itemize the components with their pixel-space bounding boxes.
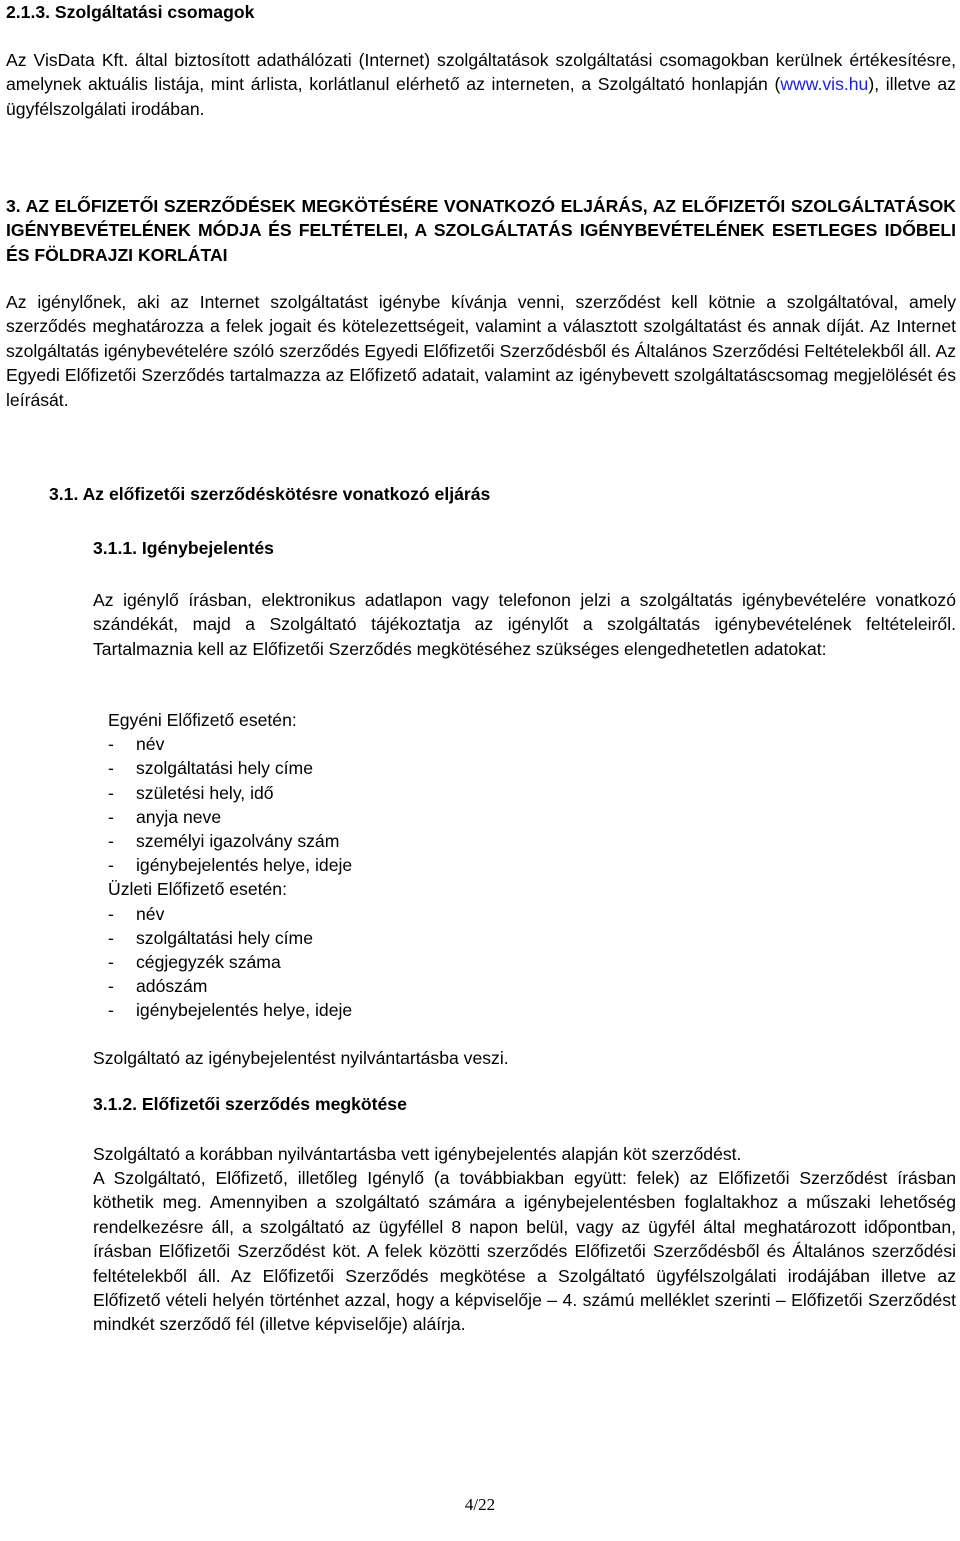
- business-subscriber-label: Üzleti Előfizető esetén:: [108, 879, 287, 900]
- business-list-item: [108, 902, 352, 926]
- section-312-heading: 3.1.2. Előfizetői szerződés megkötése: [93, 1094, 407, 1114]
- business-subscriber-list: [108, 902, 352, 1023]
- list-dash: -: [108, 734, 114, 755]
- business-list-item: [108, 974, 352, 998]
- section-311-paragraph: Az igénylő írásban, elektronikus adatlapon vagy telefonon jelzi a szolgáltatás igénybevételére vonatkozó szándékát, majd a Szolgáltató tájékoztatja az igénylőt a szolgáltatás igénybevételének feltételeiről. Tartalmaznia kell az Előfizetői Szerződés megkötéséhez szükséges elengedhetetlen adatokat:: [93, 590, 956, 659]
- list-dash: -: [108, 952, 114, 973]
- business-list-item: [108, 950, 352, 974]
- list-dash: -: [108, 927, 114, 948]
- individual-subscriber-label: Egyéni Előfizető esetén:: [108, 710, 297, 730]
- individual-list-item: [108, 781, 352, 805]
- list-dash: -: [108, 831, 114, 852]
- business-list-item-text: cégjegyzék száma: [136, 952, 281, 973]
- list-dash: -: [108, 1000, 114, 1021]
- list-dash: -: [108, 782, 114, 803]
- individual-list-item: [108, 756, 352, 780]
- individual-list-item: [108, 853, 352, 877]
- page-number: 4/22: [464, 1495, 496, 1514]
- individual-list-item-text: név: [136, 734, 165, 755]
- business-list-item-text: név: [136, 903, 165, 924]
- business-list-item-text: adószám: [136, 976, 208, 997]
- website-link[interactable]: www.vis.hu: [780, 74, 869, 95]
- business-list-item-text: igénybejelentés helye, ideje: [136, 1000, 353, 1021]
- list-dash: -: [108, 976, 114, 997]
- list-dash: -: [108, 758, 114, 779]
- business-list-item-text: szolgáltatási hely címe: [136, 927, 313, 948]
- business-list-item: [108, 998, 352, 1022]
- section-3-paragraph: Az igénylőnek, aki az Internet szolgáltatást igénybe kívánja venni, szerződést kell kötnie a szolgáltatóval, amely szerződés meghatározza a felek jogait és kötelezettségeit, valamint a választott szolgáltatást és annak díját. Az Internet szolgáltatás igénybevételére szóló szerződés Egyedi Előfizetői Szerződésből és Általános Szerződési Feltételekből áll. Az Egyedi Előfizetői Szerződés tartalmazza az Előfizető adatait, valamint az igénybevett szolgáltatáscsomag megjelölését és leírását.: [6, 292, 956, 410]
- individual-list-item-text: igénybejelentés helye, ideje: [136, 855, 353, 876]
- section-31-heading: 3.1. Az előfizetői szerződéskötésre vonatkozó eljárás: [49, 484, 491, 504]
- list-dash: -: [108, 806, 114, 827]
- section-213-text-start: Az VisData Kft. által biztosított adathálózati (Internet) szolgáltatások szolgáltatási csomagokban kerülnek értékesítésre, amelynek aktuális listája, mint árlista, korlátlanul elérhető az interneten, a Szolgáltató honlapján (: [6, 50, 956, 95]
- section-213-heading: 2.1.3. Szolgáltatási csomagok: [6, 2, 255, 22]
- list-dash: -: [108, 855, 114, 876]
- individual-list-item: [108, 732, 352, 756]
- list-dash: -: [108, 903, 114, 924]
- individual-subscriber-list: [108, 732, 352, 877]
- individual-list-item: [108, 829, 352, 853]
- section-311-closing: Szolgáltató az igénybejelentést nyilvántartásba veszi.: [93, 1048, 509, 1068]
- section-311-heading: 3.1.1. Igénybejelentés: [93, 538, 274, 558]
- individual-list-item-text: anyja neve: [136, 806, 222, 827]
- section-213-paragraph: [6, 48, 956, 121]
- business-list-item: [108, 926, 352, 950]
- section-312-paragraph: A Szolgáltató, Előfizető, illetőleg Igénylő (a továbbiakban együtt: felek) az Előfizetői Szerződést írásban köthetik meg. Amennyiben a szolgáltató számára a igénybejelentésben foglaltakhoz a műszaki lehetőség rendelkezésre áll, a szolgáltató az ügyféllel 8 napon belül, vagy az ügyfél által meghatározott időpontban, írásban Előfizetői Szerződést köt. A felek közötti szerződés Előfizetői Szerződésből és Általános szerződési feltételekből áll. Az Előfizetői Szerződés megkötése a Szolgáltató ügyfélszolgálati irodájában illetve az Előfizető vételi helyén történhet azzal, hogy a képviselője – 4. számú melléklet szerinti – Előfizetői Szerződést mindkét szerződő fél (illetve képviselője) aláírja.: [93, 1168, 956, 1335]
- individual-list-item-text: szolgáltatási hely címe: [136, 758, 313, 779]
- individual-subscriber-block: [108, 708, 352, 1023]
- section-3-heading: 3. AZ ELŐFIZETŐI SZERZŐDÉSEK MEGKÖTÉSÉRE VONATKOZÓ ELJÁRÁS, AZ ELŐFIZETŐI SZOLGÁLTATÁSOK IGÉNYBEVÉTELÉNEK MÓDJA ÉS FELTÉTELEI, A SZOLGÁLTATÁS IGÉNYBEVÉTELÉNEK ESETLEGES IDŐBELI ÉS FÖLDRAJZI KORLÁTAI: [6, 196, 956, 265]
- section-312-line1: Szolgáltató a korábban nyilvántartásba vett igénybejelentés alapján köt szerződést.: [93, 1144, 742, 1164]
- individual-list-item: [108, 805, 352, 829]
- individual-list-item-text: születési hely, idő: [136, 782, 274, 803]
- individual-list-item-text: személyi igazolvány szám: [136, 831, 340, 852]
- section-213-text-end: ), illetve az ügyfélszolgálati irodában.: [6, 74, 956, 119]
